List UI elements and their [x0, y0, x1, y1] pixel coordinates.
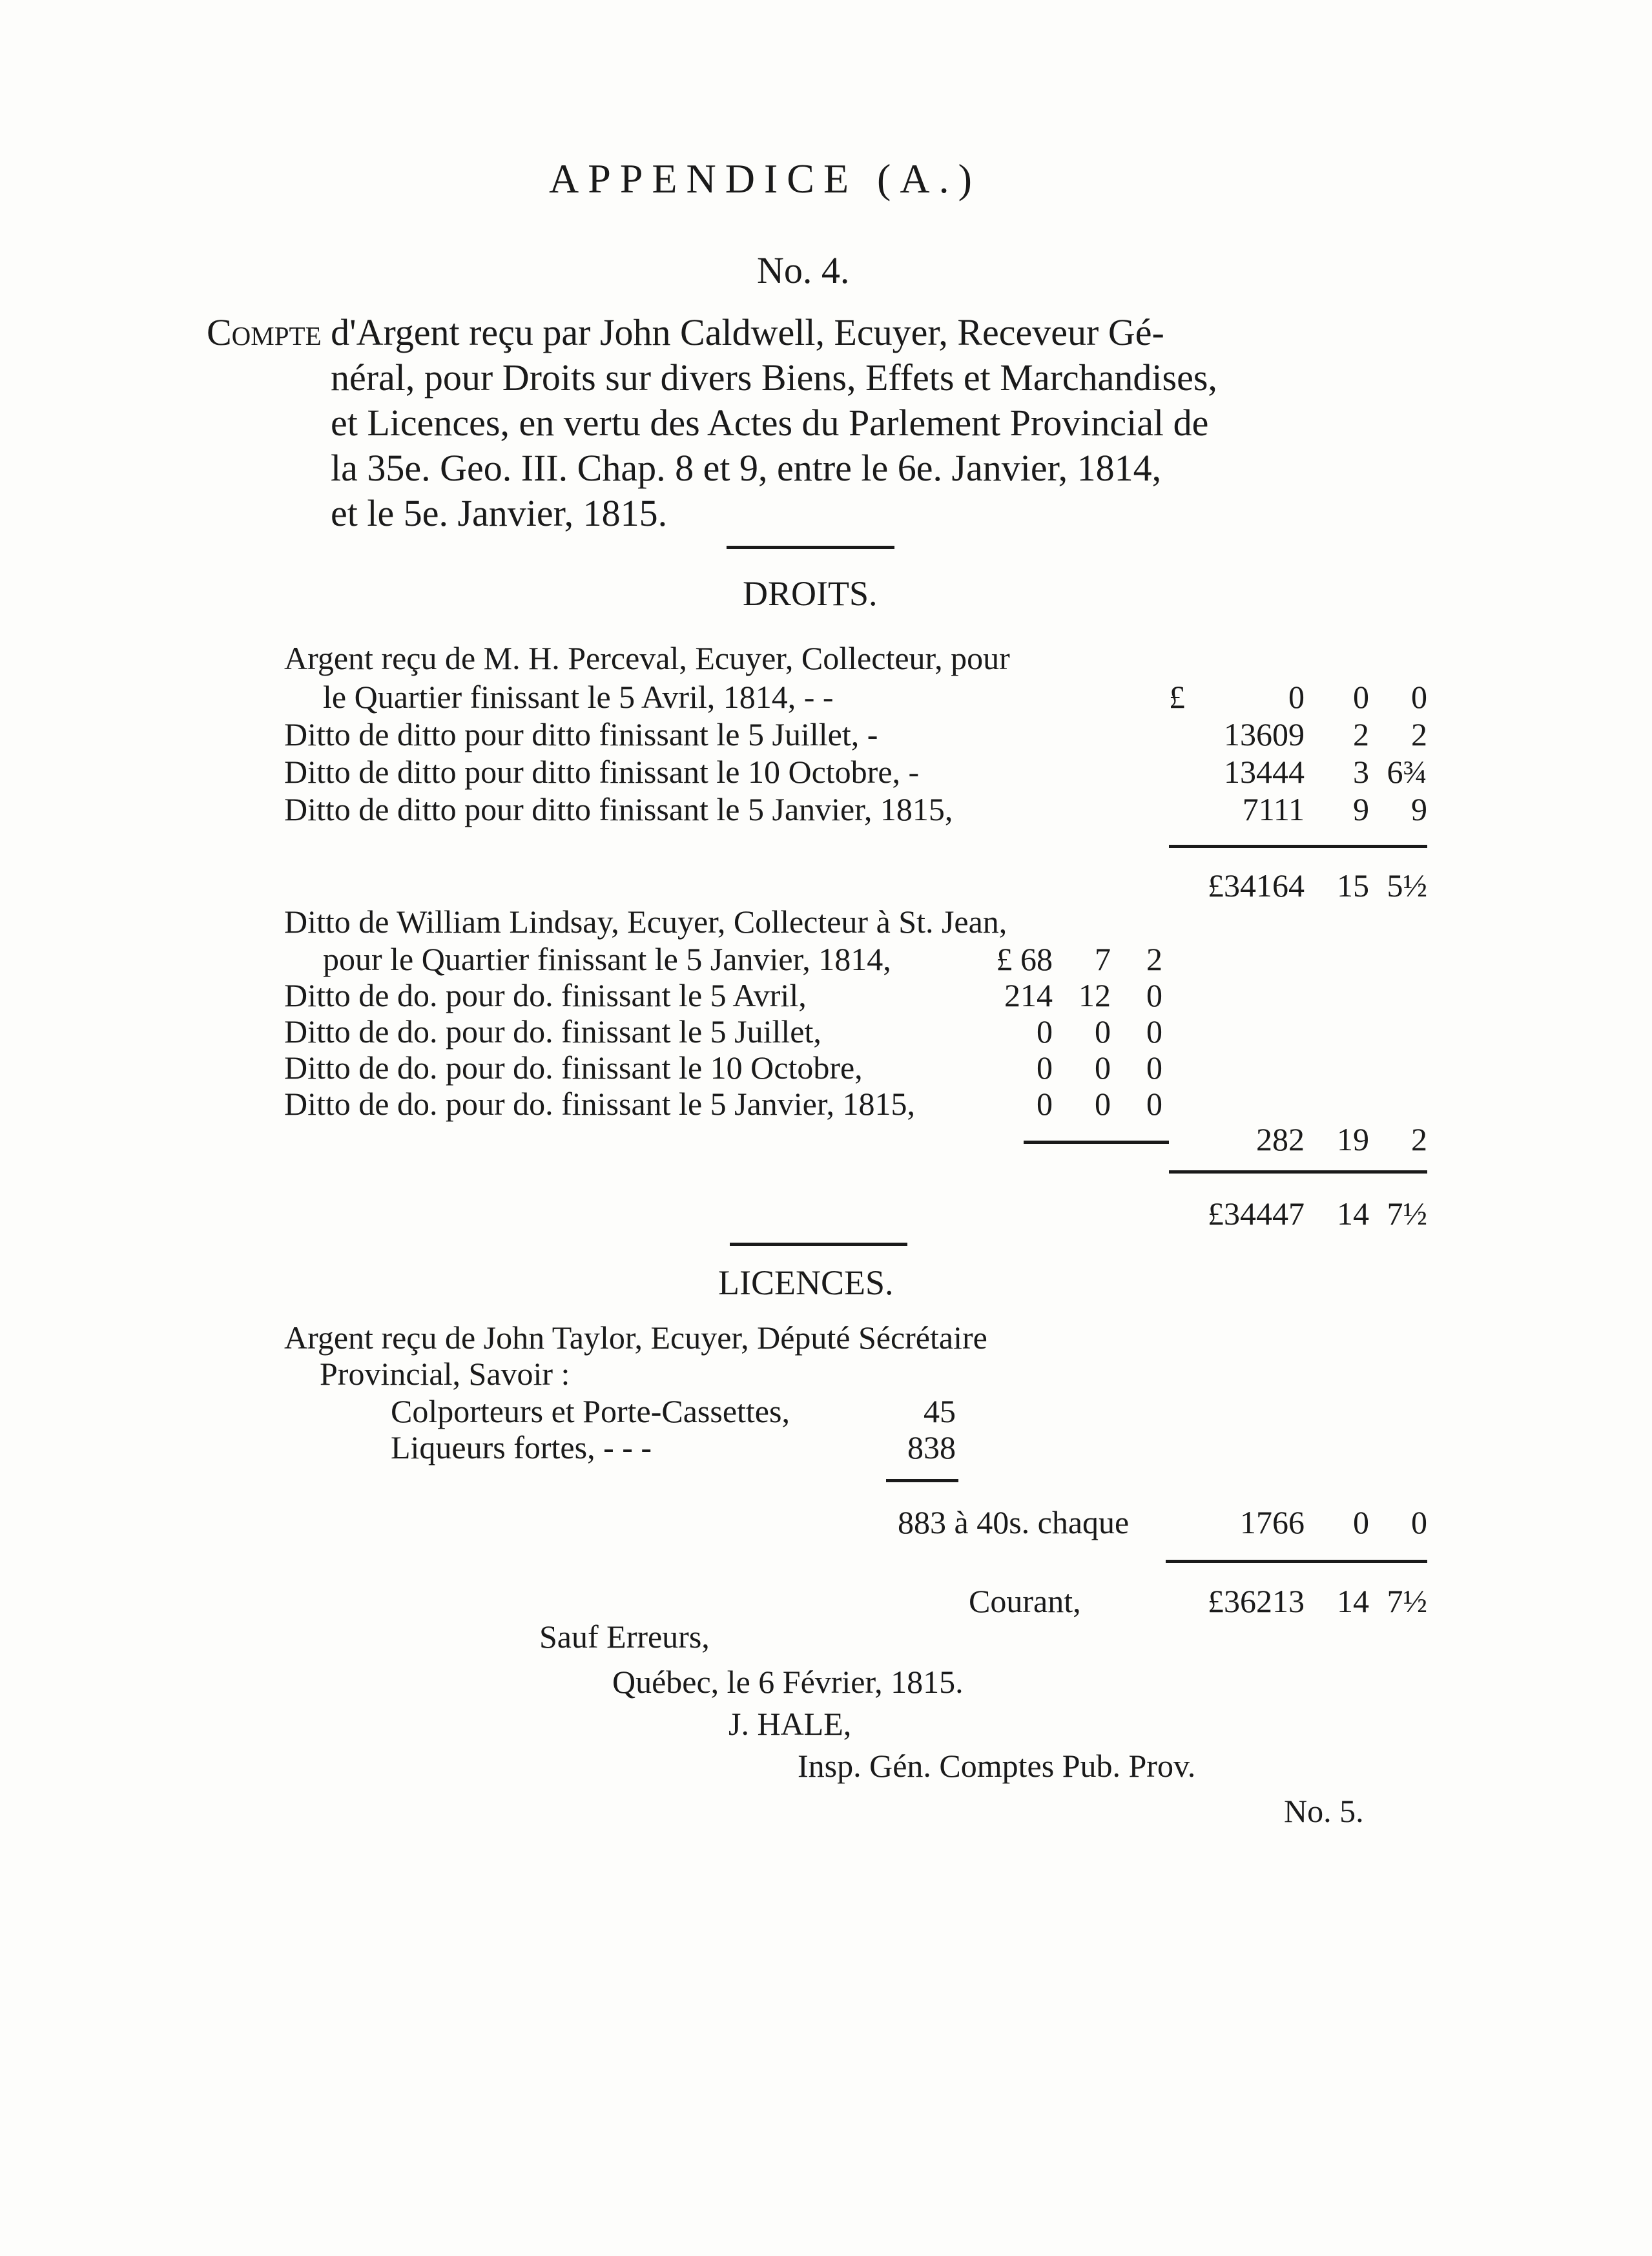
- pence: 0: [1411, 679, 1427, 715]
- pounds: 282: [1256, 1121, 1305, 1157]
- intro-line-3: et Licences, en vertu des Actes du Parlement Provincial de: [331, 402, 1209, 444]
- signatory-name: J. HALE,: [728, 1706, 852, 1742]
- shillings: 19: [1337, 1121, 1369, 1157]
- sum-rule: [886, 1479, 958, 1482]
- pence: 5½: [1387, 867, 1427, 904]
- pence: 0: [1146, 977, 1162, 1013]
- pounds: £36213: [1208, 1583, 1305, 1619]
- pence: 2: [1146, 941, 1162, 977]
- document-number: No. 4.: [757, 249, 850, 291]
- shillings: 12: [1079, 977, 1111, 1013]
- shillings: 0: [1095, 1013, 1111, 1050]
- row-label: Ditto de ditto pour ditto finissant le 5 Juillet, -: [284, 716, 878, 752]
- pounds: £ 68: [996, 941, 1053, 977]
- shillings: 7: [1095, 941, 1111, 977]
- pence: 0: [1146, 1086, 1162, 1122]
- pence: 2: [1411, 1121, 1427, 1157]
- pounds: 0: [1288, 679, 1305, 715]
- catchword: No. 5.: [1284, 1793, 1364, 1829]
- shillings: 0: [1095, 1086, 1111, 1122]
- pence: 0: [1146, 1050, 1162, 1086]
- pence: 9: [1411, 791, 1427, 827]
- pence: 7½: [1387, 1583, 1427, 1619]
- pence: 7½: [1387, 1195, 1427, 1232]
- item-label: Liqueurs fortes, - - -: [391, 1429, 652, 1465]
- row-label: Ditto de ditto pour ditto finissant le 5 Janvier, 1815,: [284, 791, 953, 827]
- grand-total-label: Courant,: [969, 1583, 1081, 1619]
- section-heading-licences: LICENCES.: [718, 1263, 894, 1302]
- sum-rule: [1166, 1560, 1427, 1563]
- pounds: 13609: [1224, 716, 1305, 752]
- row-label: Ditto de ditto pour ditto finissant le 10 Octobre, -: [284, 754, 920, 790]
- sum-rule: [1169, 1170, 1427, 1174]
- shillings: 0: [1353, 679, 1369, 715]
- pounds: 0: [1037, 1086, 1053, 1122]
- pounds: 1766: [1240, 1504, 1305, 1540]
- intro-line-2: néral, pour Droits sur divers Biens, Effets et Marchandises,: [331, 357, 1217, 398]
- shillings: 9: [1353, 791, 1369, 827]
- divider: [727, 546, 894, 549]
- item-value: 838: [907, 1429, 956, 1465]
- intro-lead: Compte: [207, 311, 322, 353]
- taylor-line-2: Provincial, Savoir :: [320, 1356, 570, 1392]
- row-label: Ditto de do. pour do. finissant le 5 Janvier, 1815,: [284, 1086, 916, 1122]
- pence: 6¾: [1387, 754, 1427, 790]
- intro-line-1: d'Argent reçu par John Caldwell, Ecuyer, Receveur Gé-: [331, 311, 1164, 353]
- divider: [730, 1243, 907, 1246]
- shillings: 3: [1353, 754, 1369, 790]
- pounds: 13444: [1224, 754, 1305, 790]
- shillings: 0: [1095, 1050, 1111, 1086]
- intro-line-5: et le 5e. Janvier, 1815.: [331, 492, 668, 534]
- section-heading-droits: DROITS.: [743, 574, 878, 613]
- pounds: 0: [1037, 1013, 1053, 1050]
- taylor-line: Argent reçu de John Taylor, Ecuyer, Député Sécrétaire: [284, 1319, 987, 1356]
- pence: 2: [1411, 716, 1427, 752]
- signatory-title: Insp. Gén. Comptes Pub. Prov.: [798, 1748, 1196, 1784]
- row-label: Ditto de do. pour do. finissant le 10 Octobre,: [284, 1050, 863, 1086]
- perceval-line: Argent reçu de M. H. Perceval, Ecuyer, Collecteur, pour: [284, 640, 1010, 676]
- row-label: pour le Quartier finissant le 5 Janvier, 1814,: [323, 941, 891, 977]
- row-label: Ditto de do. pour do. finissant le 5 Juillet,: [284, 1013, 821, 1050]
- pounds: £34447: [1208, 1195, 1305, 1232]
- sum-rule: [1024, 1141, 1169, 1144]
- intro-line-4: la 35e. Geo. III. Chap. 8 et 9, entre le 6e. Janvier, 1814,: [331, 447, 1162, 489]
- sauf-erreurs: Sauf Erreurs,: [539, 1619, 710, 1655]
- place-date: Québec, le 6 Février, 1815.: [612, 1664, 964, 1700]
- shillings: 15: [1337, 867, 1369, 904]
- shillings: 14: [1337, 1195, 1369, 1232]
- shillings: 14: [1337, 1583, 1369, 1619]
- shillings: 0: [1353, 1504, 1369, 1540]
- count-line: 883 à 40s. chaque: [898, 1504, 1130, 1540]
- pounds: 214: [1004, 977, 1053, 1013]
- item-label: Colporteurs et Porte-Cassettes,: [391, 1393, 790, 1429]
- pounds: 0: [1037, 1050, 1053, 1086]
- sum-rule: [1169, 845, 1427, 848]
- item-value: 45: [924, 1393, 956, 1429]
- pounds: 7111: [1242, 791, 1305, 827]
- row-label: Ditto de do. pour do. finissant le 5 Avril,: [284, 977, 807, 1013]
- pounds: £34164: [1208, 867, 1305, 904]
- pence: 0: [1411, 1504, 1427, 1540]
- pence: 0: [1146, 1013, 1162, 1050]
- lindsay-line: Ditto de William Lindsay, Ecuyer, Collecteur à St. Jean,: [284, 904, 1007, 940]
- shillings: 2: [1353, 716, 1369, 752]
- page-title: APPENDICE (A.): [549, 156, 981, 202]
- row-label: le Quartier finissant le 5 Avril, 1814, - -: [323, 679, 834, 715]
- currency-symbol: £: [1169, 679, 1185, 715]
